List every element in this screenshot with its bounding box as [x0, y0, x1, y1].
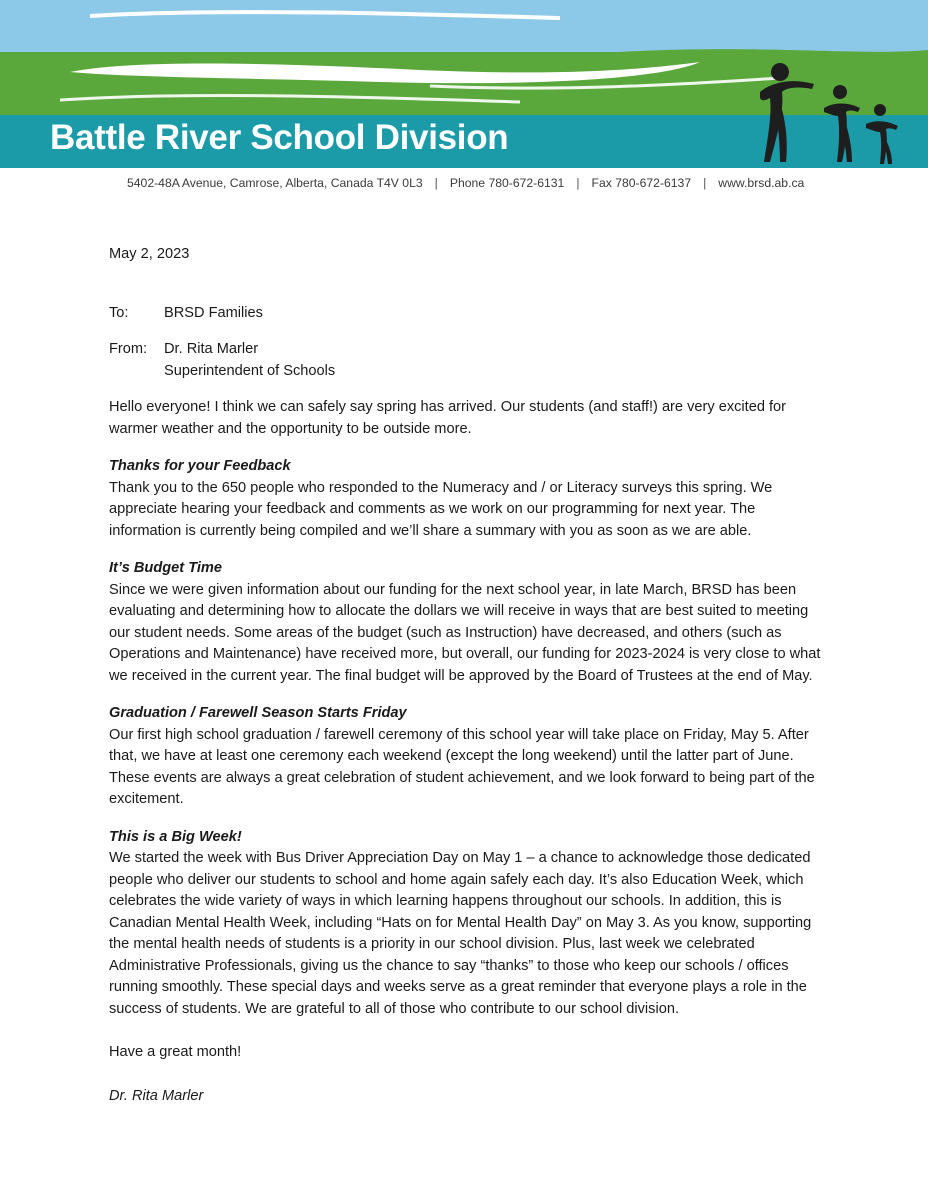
to-row — [109, 303, 829, 325]
address: 5402-48A Avenue, Camrose, Alberta, Canada T4V 0L3 — [127, 176, 423, 190]
separator: | — [434, 176, 438, 190]
contact-line — [127, 176, 804, 190]
from-label: From: — [109, 341, 148, 357]
section-heading: Thanks for your Feedback — [109, 458, 291, 474]
separator: | — [576, 176, 580, 190]
family-figures-icon — [752, 62, 912, 168]
letter-date: May 2, 2023 — [109, 246, 190, 262]
signature: Dr. Rita Marler — [109, 1087, 204, 1104]
section-body: Since we were given information about our funding for the next school year, in late March, BRSD has been evaluating and determining how to allocate the dollars we will receive in ways that are best suited to meeting our student needs. Some areas of the budget (such as Instruction) have decreased, and others (such as Operations and Maintenance) have received more, but overall, our funding for 2023-2024 is very close to what we received in the current year. The final budget will be approved by the Board of Trustees at the end of May. — [109, 581, 821, 684]
phone-number: Phone 780-672-6131 — [449, 176, 565, 190]
separator: | — [703, 176, 707, 190]
intro-paragraph: Hello everyone! I think we can safely say spring has arrived. Our students (and staff!) are very excited for warmer weather and the opportunity to be outside more. — [109, 399, 787, 437]
section-graduation — [109, 703, 829, 811]
section-heading: It’s Budget Time — [109, 560, 222, 576]
from-row — [109, 339, 829, 382]
to-value: BRSD Families — [164, 304, 263, 321]
section-feedback — [109, 456, 829, 542]
to-label: To: — [109, 304, 129, 321]
section-big-week — [109, 827, 829, 1021]
section-body: Our first high school graduation / farewell ceremony of this school year will take place on Friday, May 5. After that, we have at least one ceremony each weekend (except the long weekend) until the latter part of June. These events are always a great celebration of student achievement, and we look forward to being part of the excitement. — [109, 726, 815, 807]
organization-name: Battle River School Division — [50, 118, 509, 157]
section-budget — [109, 558, 829, 687]
letterhead-banner — [0, 0, 928, 168]
section-body: Thank you to the 650 people who responded to the Numeracy and / or Literacy surveys this spring. We appreciate hearing your feedback and comments as we work on our programming for next year. The information is currently being compiled and we’ll share a summary with you as soon as we are able. — [109, 479, 773, 539]
letter-body — [109, 244, 829, 1107]
fax-number: Fax 780-672-6137 — [591, 176, 692, 190]
website-link[interactable]: www.brsd.ab.ca — [718, 176, 805, 190]
from-name: Dr. Rita Marler — [164, 341, 259, 357]
section-heading: This is a Big Week! — [109, 828, 242, 845]
section-heading: Graduation / Farewell Season Starts Friday — [109, 705, 407, 721]
section-body: We started the week with Bus Driver Appreciation Day on May 1 – a chance to acknowledge those dedicated people who deliver our students to school and home again safely each day. It’s also Education Week, which celebrates the wide variety of ways in which learning happens throughout our schools. In addition, this is Canadian Mental Health Week, including “Hats on for Mental Health Day” on May 3. As you know, supporting the mental health needs of students is a priority in our school division. Plus, last week we celebrated Administrative Professionals, giving us the chance to say “thanks” to those who keep our schools / offices running smoothly. These special days and weeks serve as a great reminder that everyone plays a role in the success of students. We are grateful to all of those who contribute to our school division. — [109, 850, 812, 1017]
from-value — [164, 339, 829, 382]
from-title: Superintendent of Schools — [164, 362, 336, 379]
closing-line: Have a great month! — [109, 1044, 242, 1060]
